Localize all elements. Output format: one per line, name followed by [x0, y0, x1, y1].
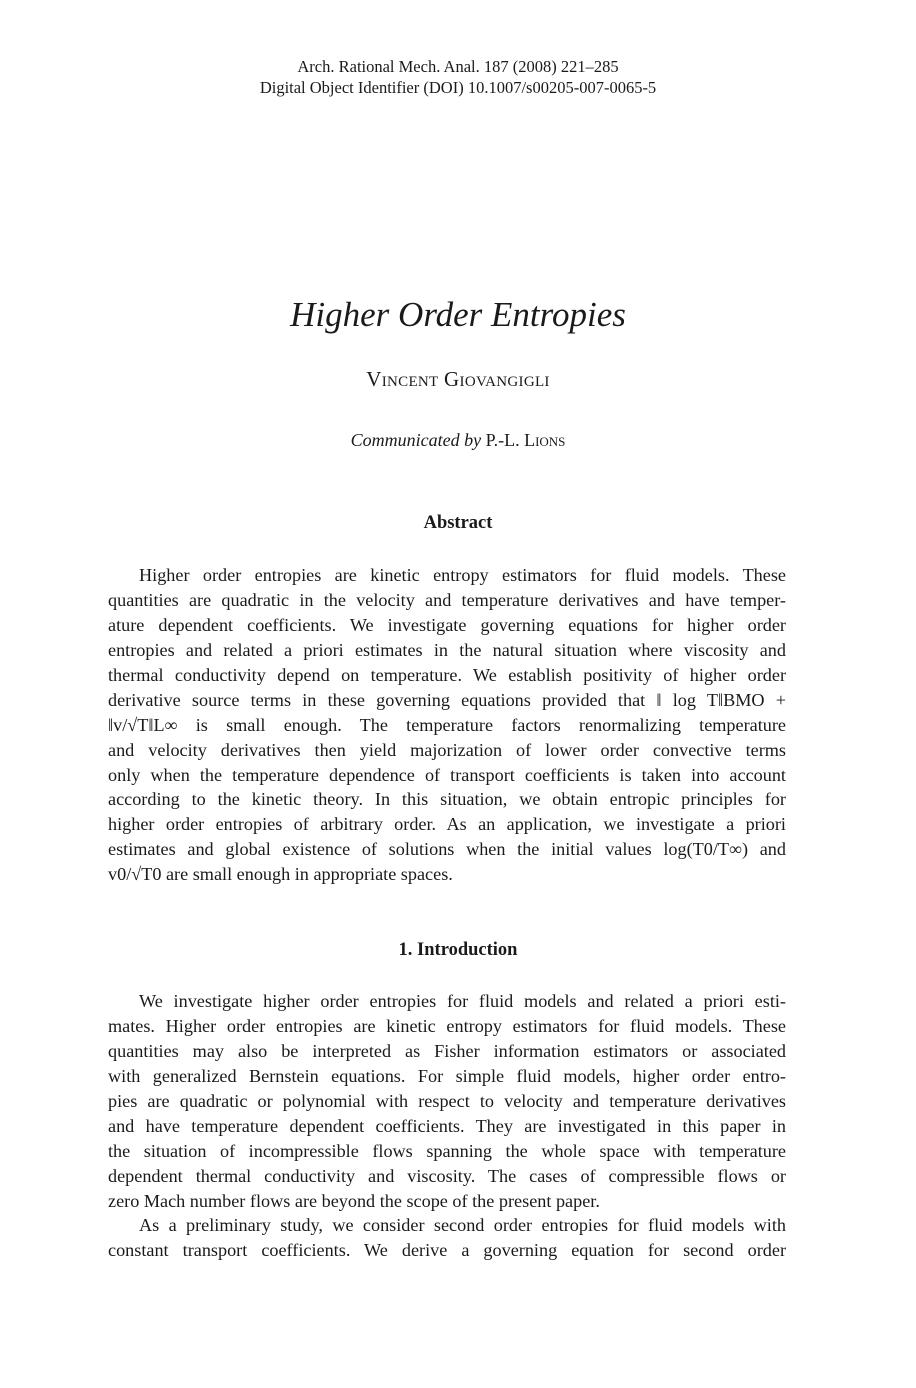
intro-line: with generalized Bernstein equations. For simple fluid models, higher order entro- — [108, 1065, 786, 1086]
intro-line: and have temperature dependent coefficients. They are investigated in this paper in — [108, 1115, 786, 1136]
abstract-line: only when the temperature dependence of transport coefficients is taken into account — [108, 764, 786, 785]
abstract-line: ature dependent coefficients. We investigate governing equations for higher order — [108, 614, 786, 635]
paper-title: Higher Order Entropies — [290, 295, 626, 334]
introduction-body — [108, 989, 786, 1263]
abstract-line: according to the kinetic theory. In this situation, we obtain entropic principles for — [108, 789, 786, 810]
author-name: Vincent Giovangigli — [366, 367, 550, 391]
journal-header — [0, 56, 916, 98]
intro-line: mates. Higher order entropies are kinetic entropy estimators for fluid models. These — [108, 1015, 786, 1036]
intro-line: constant transport coefficients. We derive a governing equation for second order — [108, 1240, 786, 1261]
communicator-name: P.-L. Lions — [485, 430, 566, 450]
abstract-line: thermal conductivity depend on temperature. We establish positivity of higher order — [108, 664, 786, 685]
intro-line: quantities may also be interpreted as Fisher information estimators or associated — [108, 1040, 786, 1061]
abstract-line: and velocity derivatives then yield majorization of lower order convective terms — [108, 739, 786, 760]
intro-line: dependent thermal conductivity and viscosity. The cases of compressible flows or — [108, 1165, 786, 1186]
abstract-line: entropies and related a priori estimates in the natural situation where viscosity and — [108, 639, 786, 660]
abstract-line: quantities are quadratic in the velocity and temperature derivatives and have temper- — [108, 589, 786, 610]
abstract-line: v0/√T0 are small enough in appropriate spaces. — [108, 864, 453, 885]
section-heading-introduction: 1. Introduction — [398, 940, 518, 960]
abstract-body — [108, 563, 786, 887]
abstract-heading: Abstract — [423, 513, 493, 533]
intro-line: zero Mach number flows are beyond the scope of the present paper. — [108, 1190, 600, 1211]
abstract-line: estimates and global existence of solutions when the initial values log(T0/T∞) and — [108, 839, 786, 860]
communicated-by — [0, 428, 916, 452]
journal-citation: Arch. Rational Mech. Anal. 187 (2008) 221–285 — [297, 57, 619, 76]
intro-line: As a preliminary study, we consider second order entropies for fluid models with — [139, 1215, 786, 1236]
abstract-line: ‖v/√T‖L∞ is small enough. The temperature factors renormalizing temperature — [108, 714, 786, 735]
intro-line: We investigate higher order entropies for fluid models and related a priori esti- — [139, 991, 786, 1011]
abstract-line: Higher order entropies are kinetic entropy estimators for fluid models. These — [139, 565, 786, 585]
intro-line: the situation of incompressible flows spanning the whole space with temperature — [108, 1140, 786, 1161]
abstract-line: higher order entropies of arbitrary order. As an application, we investigate a priori — [108, 814, 786, 835]
abstract-line: derivative source terms in these governing equations provided that ‖ log T‖BMO + — [108, 689, 786, 710]
doi-line: Digital Object Identifier (DOI) 10.1007/s00205-007-0065-5 — [259, 78, 657, 97]
intro-line: pies are quadratic or polynomial with respect to velocity and temperature derivatives — [108, 1090, 786, 1111]
communicated-prefix: Communicated by — [350, 430, 482, 450]
